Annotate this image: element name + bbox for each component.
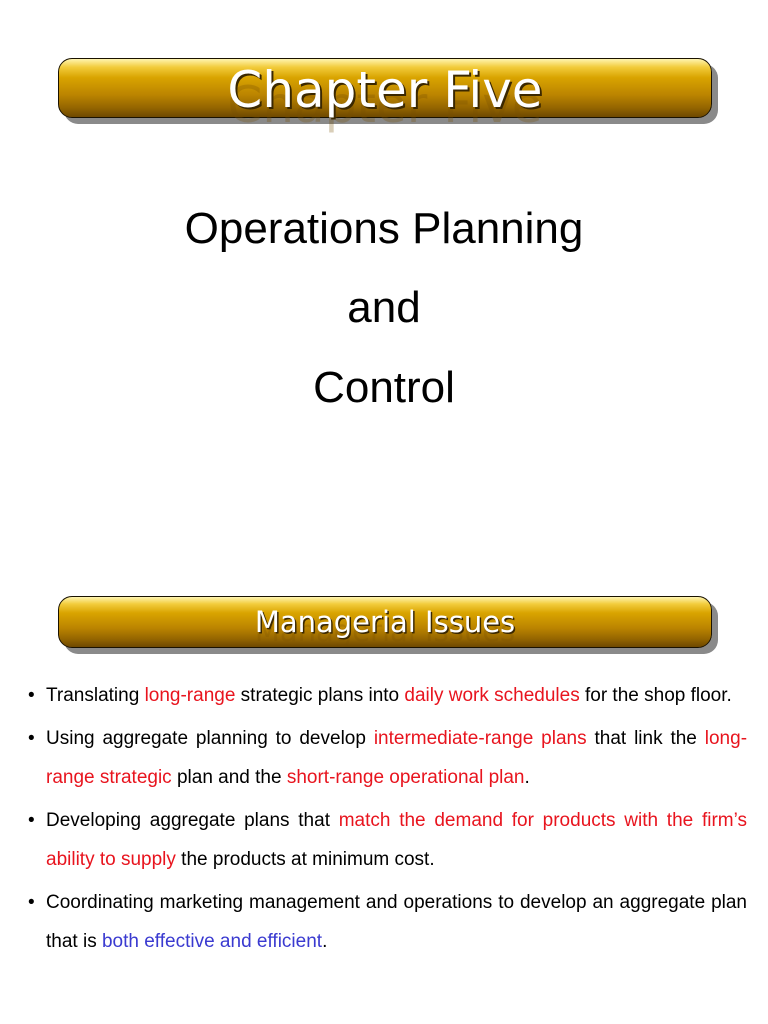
bullet-item [46, 676, 747, 715]
slide-title-line-2: and [347, 283, 421, 332]
bullet-text: Developing aggregate plans that [46, 810, 339, 831]
bullet-text: plan and the [171, 767, 287, 788]
bullet-text: . [322, 931, 328, 952]
bullet-text: . [524, 767, 530, 788]
highlight-text: match the demand for products with the firm’s ability to supply [46, 810, 747, 870]
highlight-text: intermediate-range plans [373, 728, 587, 749]
bullet-item [46, 801, 747, 879]
bullet-text: Translating [46, 685, 145, 706]
slide-title-line-1: Operations Planning [184, 204, 584, 253]
highlight-text: both effective and efficient [101, 931, 323, 952]
bullet-text: that link the [586, 728, 705, 749]
bullet-item [46, 883, 747, 961]
bullet-text: strategic plans into [235, 685, 405, 706]
managerial-issues-list [0, 676, 768, 965]
bullet-text: the products at minimum cost. [175, 849, 435, 870]
bullet-text: for the shop floor. [579, 685, 732, 706]
bullet-item [46, 719, 747, 797]
slide-title-line-3: Control [313, 363, 455, 412]
bullet-text: Using aggregate planning to develop [46, 728, 374, 749]
chapter-title: Chapter Five [227, 61, 543, 119]
highlight-text: daily work schedules [404, 685, 580, 706]
section-title: Managerial Issues [254, 604, 516, 639]
highlight-text: long-range [144, 685, 236, 706]
bullet-text: Coordinating marketing management and operations to develop an aggregate plan that is [46, 892, 747, 952]
section-title-banner [58, 596, 712, 648]
highlight-text: short-range operational plan [286, 767, 525, 788]
highlight-text: long-range strategic [46, 728, 748, 788]
chapter-title-banner [58, 58, 712, 118]
